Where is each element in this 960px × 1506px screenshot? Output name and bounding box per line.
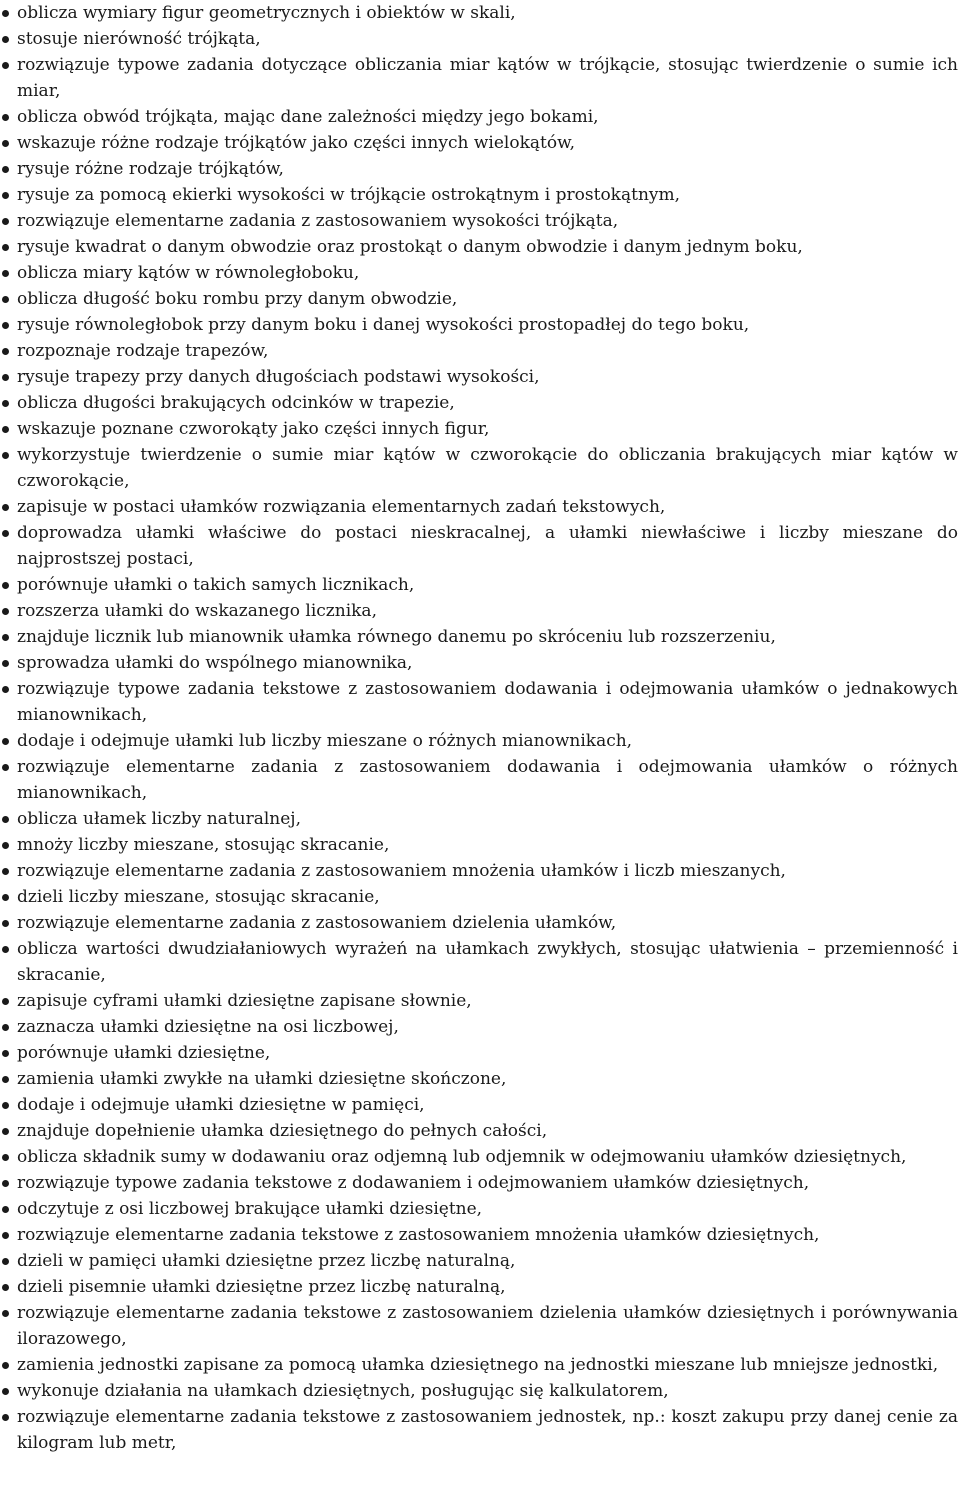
list-item: znajduje dopełnienie ułamka dziesiętnego do pełnych całości,	[0, 1118, 958, 1144]
list-item: rozwiązuje elementarne zadania z zastosowaniem dodawania i odejmowania ułamków o różnych mianownikach,	[0, 754, 958, 806]
list-item: zamienia ułamki zwykłe na ułamki dziesiętne skończone,	[0, 1066, 958, 1092]
list-item: wykonuje działania na ułamkach dziesiętnych, posługując się kalkulatorem,	[0, 1378, 958, 1404]
list-item: odczytuje z osi liczbowej brakujące ułamki dziesiętne,	[0, 1196, 958, 1222]
list-item: rozwiązuje elementarne zadania tekstowe z zastosowaniem dzielenia ułamków dziesiętnych i porównywania ilorazowego,	[0, 1300, 958, 1352]
list-item: dzieli w pamięci ułamki dziesiętne przez liczbę naturalną,	[0, 1248, 958, 1274]
list-item: rysuje równoległobok przy danym boku i danej wysokości prostopadłej do tego boku,	[0, 312, 958, 338]
list-item: rozwiązuje elementarne zadania tekstowe z zastosowaniem mnożenia ułamków dziesiętnych,	[0, 1222, 958, 1248]
list-item: dodaje i odejmuje ułamki dziesiętne w pamięci,	[0, 1092, 958, 1118]
list-item: oblicza wymiary figur geometrycznych i obiektów w skali,	[0, 0, 958, 26]
list-item: porównuje ułamki dziesiętne,	[0, 1040, 958, 1066]
list-item: zapisuje w postaci ułamków rozwiązania elementarnych zadań tekstowych,	[0, 494, 958, 520]
list-item: znajduje licznik lub mianownik ułamka równego danemu po skróceniu lub rozszerzeniu,	[0, 624, 958, 650]
list-item: wykorzystuje twierdzenie o sumie miar kątów w czworokącie do obliczania brakujących miar kątów w czworokącie,	[0, 442, 958, 494]
list-item: doprowadza ułamki właściwe do postaci nieskracalnej, a ułamki niewłaściwe i liczby mieszane do najprostszej postaci,	[0, 520, 958, 572]
list-item: oblicza ułamek liczby naturalnej,	[0, 806, 958, 832]
list-item: rozwiązuje elementarne zadania z zastosowaniem wysokości trójkąta,	[0, 208, 958, 234]
list-item: rysuje kwadrat o danym obwodzie oraz prostokąt o danym obwodzie i danym jednym boku,	[0, 234, 958, 260]
list-item: porównuje ułamki o takich samych licznikach,	[0, 572, 958, 598]
list-item: zaznacza ułamki dziesiętne na osi liczbowej,	[0, 1014, 958, 1040]
list-item: oblicza składnik sumy w dodawaniu oraz odjemną lub odjemnik w odejmowaniu ułamków dziesiętnych,	[0, 1144, 958, 1170]
list-item: rozwiązuje typowe zadania tekstowe z dodawaniem i odejmowaniem ułamków dziesiętnych,	[0, 1170, 958, 1196]
list-item: oblicza wartości dwudziałaniowych wyrażeń na ułamkach zwykłych, stosując ułatwienia – przemienność i skracanie,	[0, 936, 958, 988]
list-item: oblicza obwód trójkąta, mając dane zależności między jego bokami,	[0, 104, 958, 130]
list-item: rozwiązuje typowe zadania tekstowe z zastosowaniem dodawania i odejmowania ułamków o jednakowych mianownikach,	[0, 676, 958, 728]
list-item: rozszerza ułamki do wskazanego licznika,	[0, 598, 958, 624]
list-item: rysuje trapezy przy danych długościach podstawi wysokości,	[0, 364, 958, 390]
list-item: sprowadza ułamki do wspólnego mianownika,	[0, 650, 958, 676]
list-item: stosuje nierówność trójkąta,	[0, 26, 958, 52]
list-item: dzieli pisemnie ułamki dziesiętne przez liczbę naturalną,	[0, 1274, 958, 1300]
list-item: rysuje za pomocą ekierki wysokości w trójkącie ostrokątnym i prostokątnym,	[0, 182, 958, 208]
list-item: rozwiązuje elementarne zadania tekstowe z zastosowaniem jednostek, np.: koszt zakupu przy danej cenie za kilogram lub metr,	[0, 1404, 958, 1456]
list-item: rozpoznaje rodzaje trapezów,	[0, 338, 958, 364]
list-item: rysuje różne rodzaje trójkątów,	[0, 156, 958, 182]
list-item: rozwiązuje typowe zadania dotyczące obliczania miar kątów w trójkącie, stosując twierdzenie o sumie ich miar,	[0, 52, 958, 104]
list-item: wskazuje poznane czworokąty jako części innych figur,	[0, 416, 958, 442]
list-item: rozwiązuje elementarne zadania z zastosowaniem mnożenia ułamków i liczb mieszanych,	[0, 858, 958, 884]
list-item: oblicza długości brakujących odcinków w trapezie,	[0, 390, 958, 416]
list-item: dodaje i odejmuje ułamki lub liczby mieszane o różnych mianownikach,	[0, 728, 958, 754]
list-item: wskazuje różne rodzaje trójkątów jako części innych wielokątów,	[0, 130, 958, 156]
list-item: zapisuje cyframi ułamki dziesiętne zapisane słownie,	[0, 988, 958, 1014]
list-item: oblicza długość boku rombu przy danym obwodzie,	[0, 286, 958, 312]
list-item: oblicza miary kątów w równoległoboku,	[0, 260, 958, 286]
list-item: mnoży liczby mieszane, stosując skracanie,	[0, 832, 958, 858]
list-item: dzieli liczby mieszane, stosując skracanie,	[0, 884, 958, 910]
list-item: rozwiązuje elementarne zadania z zastosowaniem dzielenia ułamków,	[0, 910, 958, 936]
list-item: zamienia jednostki zapisane za pomocą ułamka dziesiętnego na jednostki mieszane lub mniejsze jednostki,	[0, 1352, 958, 1378]
